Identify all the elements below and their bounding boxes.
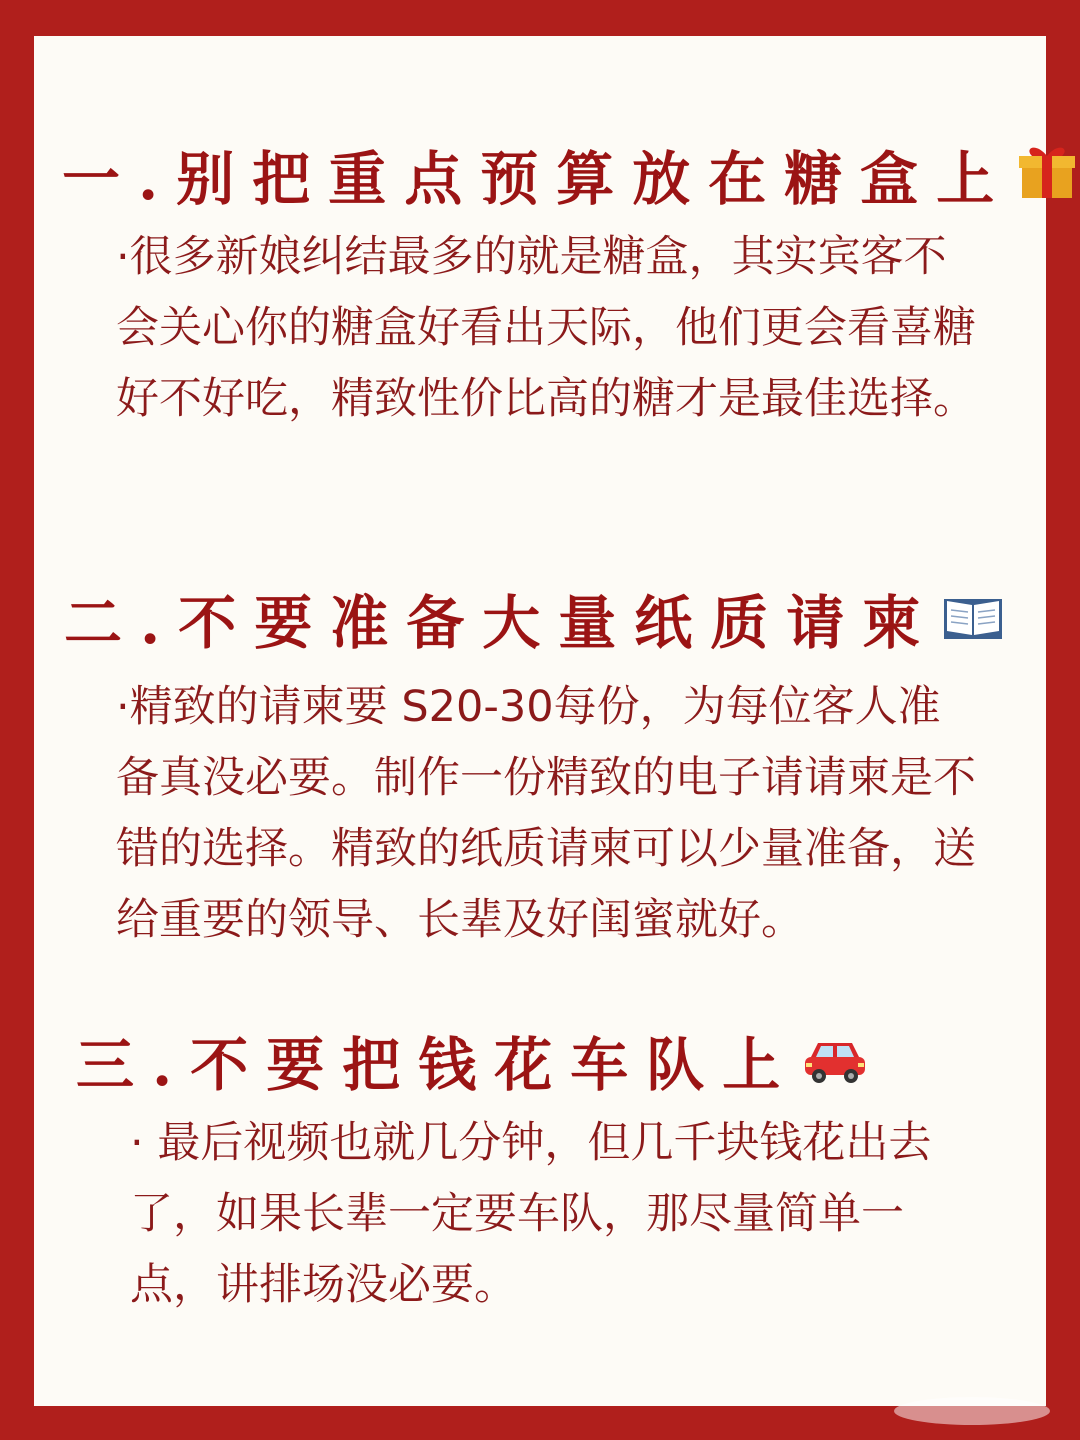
section-3-heading [76,1030,868,1100]
watermark-smudge [892,1392,1052,1430]
section-1-body: ·很多新娘纠结最多的就是糖盒，其实宾客不会关心你的糖盒好看出天际，他们更会看喜糖好不好吃，精致性价比高的糖才是最佳选择。 [116,232,976,424]
section-2-heading [64,588,1004,658]
section-1-heading [62,140,1078,217]
gift-icon [1016,140,1078,217]
section-3-body: · 最后视频也就几分钟，但几千块钱花出去了，如果长辈一定要车队，那尽量简单一点，讲排场没必要。 [130,1118,932,1310]
section-1-heading-text: 一.别把重点预算放在糖盒上 [62,144,1013,213]
open-book-icon [942,588,1004,658]
car-icon [802,1030,868,1100]
section-2-body: ·精致的请柬要 S20-30每份，为每位客人准备真没必要。制作一份精致的电子请请柬是不错的选择。精致的纸质请柬可以少量准备，送给重要的领导、长辈及好闺蜜就好。 [116,682,976,945]
section-3-heading-text: 三.不要把钱花车队上 [76,1031,799,1099]
section-2-heading-text: 二.不要准备大量纸质请柬 [64,589,939,657]
